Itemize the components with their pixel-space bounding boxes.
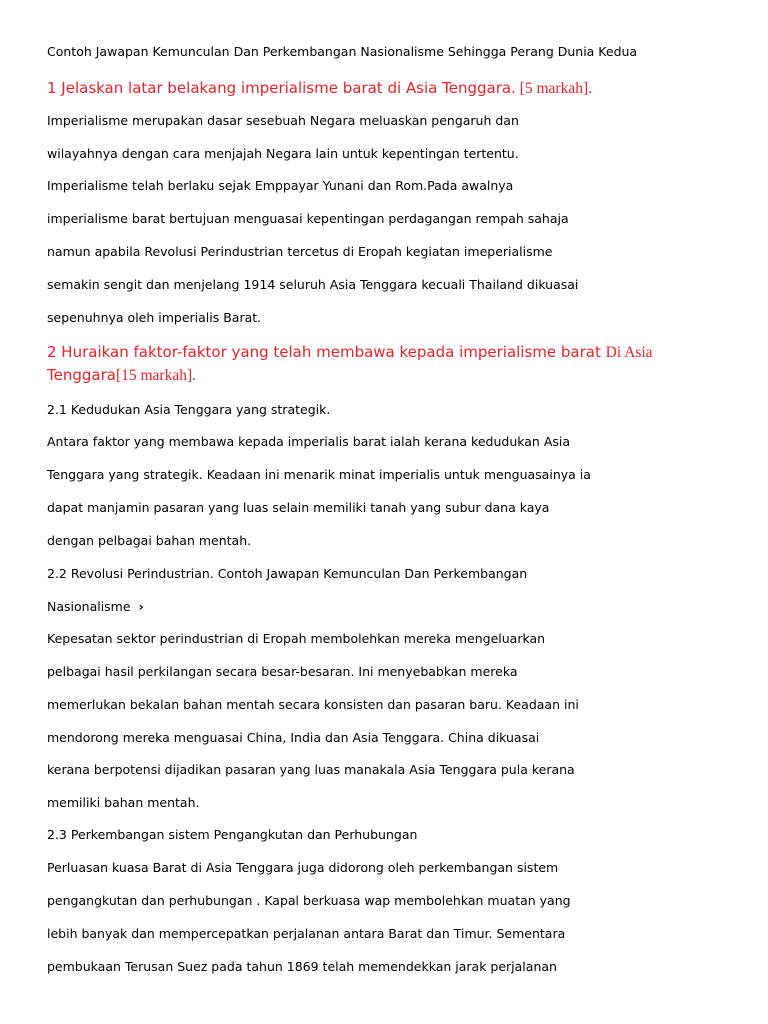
q1-paragraph-line: semakin sengit dan menjelang 1914 seluruh Asia Tenggara kecuali Thailand dikuasai	[47, 277, 579, 292]
q1-paragraph-line: wilayahnya dengan cara menjajah Negara lain untuk kepentingan tertentu.	[47, 146, 519, 161]
nasionalisme-link-text[interactable]: Nasionalisme	[47, 599, 131, 614]
question-2-heading	[47, 343, 653, 362]
s22-paragraph-line: kerana berpotensi dijadikan pasaran yang luas manakala Asia Tenggara pula kerana	[47, 762, 575, 777]
s23-paragraph-line: pengangkutan dan perhubungan . Kapal berkuasa wap membolehkan muatan yang	[47, 893, 571, 908]
s21-paragraph-line: Tenggara yang strategik. Keadaan ini menarik minat imperialis untuk menguasainya ia	[47, 467, 591, 482]
s22-paragraph-line: Kepesatan sektor perindustrian di Eropah membolehkan mereka mengeluarkan	[47, 631, 546, 646]
question-1-heading	[47, 79, 592, 98]
s22-paragraph-line: pelbagai hasil perkilangan secara besar-besaran. Ini menyebabkan mereka	[47, 664, 518, 679]
question-1-marks: [5 markah].	[515, 80, 593, 97]
question-2-region: Tenggara	[47, 366, 116, 384]
question-2-text: 2 Huraikan faktor-faktor yang telah membawa kepada imperialisme barat	[47, 343, 606, 361]
question-2-text-serif: Di Asia	[605, 344, 653, 361]
s23-paragraph-line: pembukaan Terusan Suez pada tahun 1869 telah memendekkan jarak perjalanan	[47, 959, 557, 974]
q1-paragraph-line: sepenuhnya oleh imperialis Barat.	[47, 310, 262, 325]
q1-paragraph-line: Imperialisme telah berlaku sejak Emppayar Yunani dan Rom.Pada awalnya	[47, 178, 514, 193]
section-2-1-heading: 2.1 Kedudukan Asia Tenggara yang strategik.	[47, 402, 331, 417]
q1-paragraph-line: Imperialisme merupakan dasar sesebuah Negara meluaskan pengaruh dan	[47, 113, 519, 128]
document-title: Contoh Jawapan Kemunculan Dan Perkembangan Nasionalisme Sehingga Perang Dunia Kedua	[47, 44, 638, 59]
q1-paragraph-line: imperialisme barat bertujuan menguasai kepentingan perdagangan rempah sahaja	[47, 211, 569, 226]
s21-paragraph-line: dapat manjamin pasaran yang luas selain memiliki tanah yang subur dana kaya	[47, 500, 550, 515]
s22-paragraph-line: memerlukan bekalan bahan mentah secara konsisten dan pasaran baru. Keadaan ini	[47, 697, 579, 712]
s22-paragraph-line: memiliki bahan mentah.	[47, 795, 200, 810]
question-1-text: 1 Jelaskan latar belakang imperialisme barat di Asia Tenggara.	[47, 79, 516, 97]
s21-paragraph-line: Antara faktor yang membawa kepada imperialis barat ialah kerana kedudukan Asia	[47, 434, 571, 449]
nasionalisme-link[interactable]	[47, 599, 144, 615]
s21-paragraph-line: dengan pelbagai bahan mentah.	[47, 533, 252, 548]
s23-paragraph-line: Perluasan kuasa Barat di Asia Tenggara juga didorong oleh perkembangan sistem	[47, 860, 559, 875]
section-2-3-heading: 2.3 Perkembangan sistem Pengangkutan dan Perhubungan	[47, 827, 418, 842]
question-2-heading-line2	[47, 366, 196, 385]
section-2-2-heading: 2.2 Revolusi Perindustrian. Contoh Jawapan Kemunculan Dan Perkembangan	[47, 566, 528, 581]
chevron-right-icon[interactable]: ›	[138, 600, 144, 614]
s23-paragraph-line: lebih banyak dan mempercepatkan perjalanan antara Barat dan Timur. Sementara	[47, 926, 566, 941]
q1-paragraph-line: namun apabila Revolusi Perindustrian tercetus di Eropah kegiatan imeperialisme	[47, 244, 553, 259]
question-2-marks: [15 markah].	[115, 367, 197, 384]
s22-paragraph-line: mendorong mereka menguasai China, India dan Asia Tenggara. China dikuasai	[47, 730, 540, 745]
